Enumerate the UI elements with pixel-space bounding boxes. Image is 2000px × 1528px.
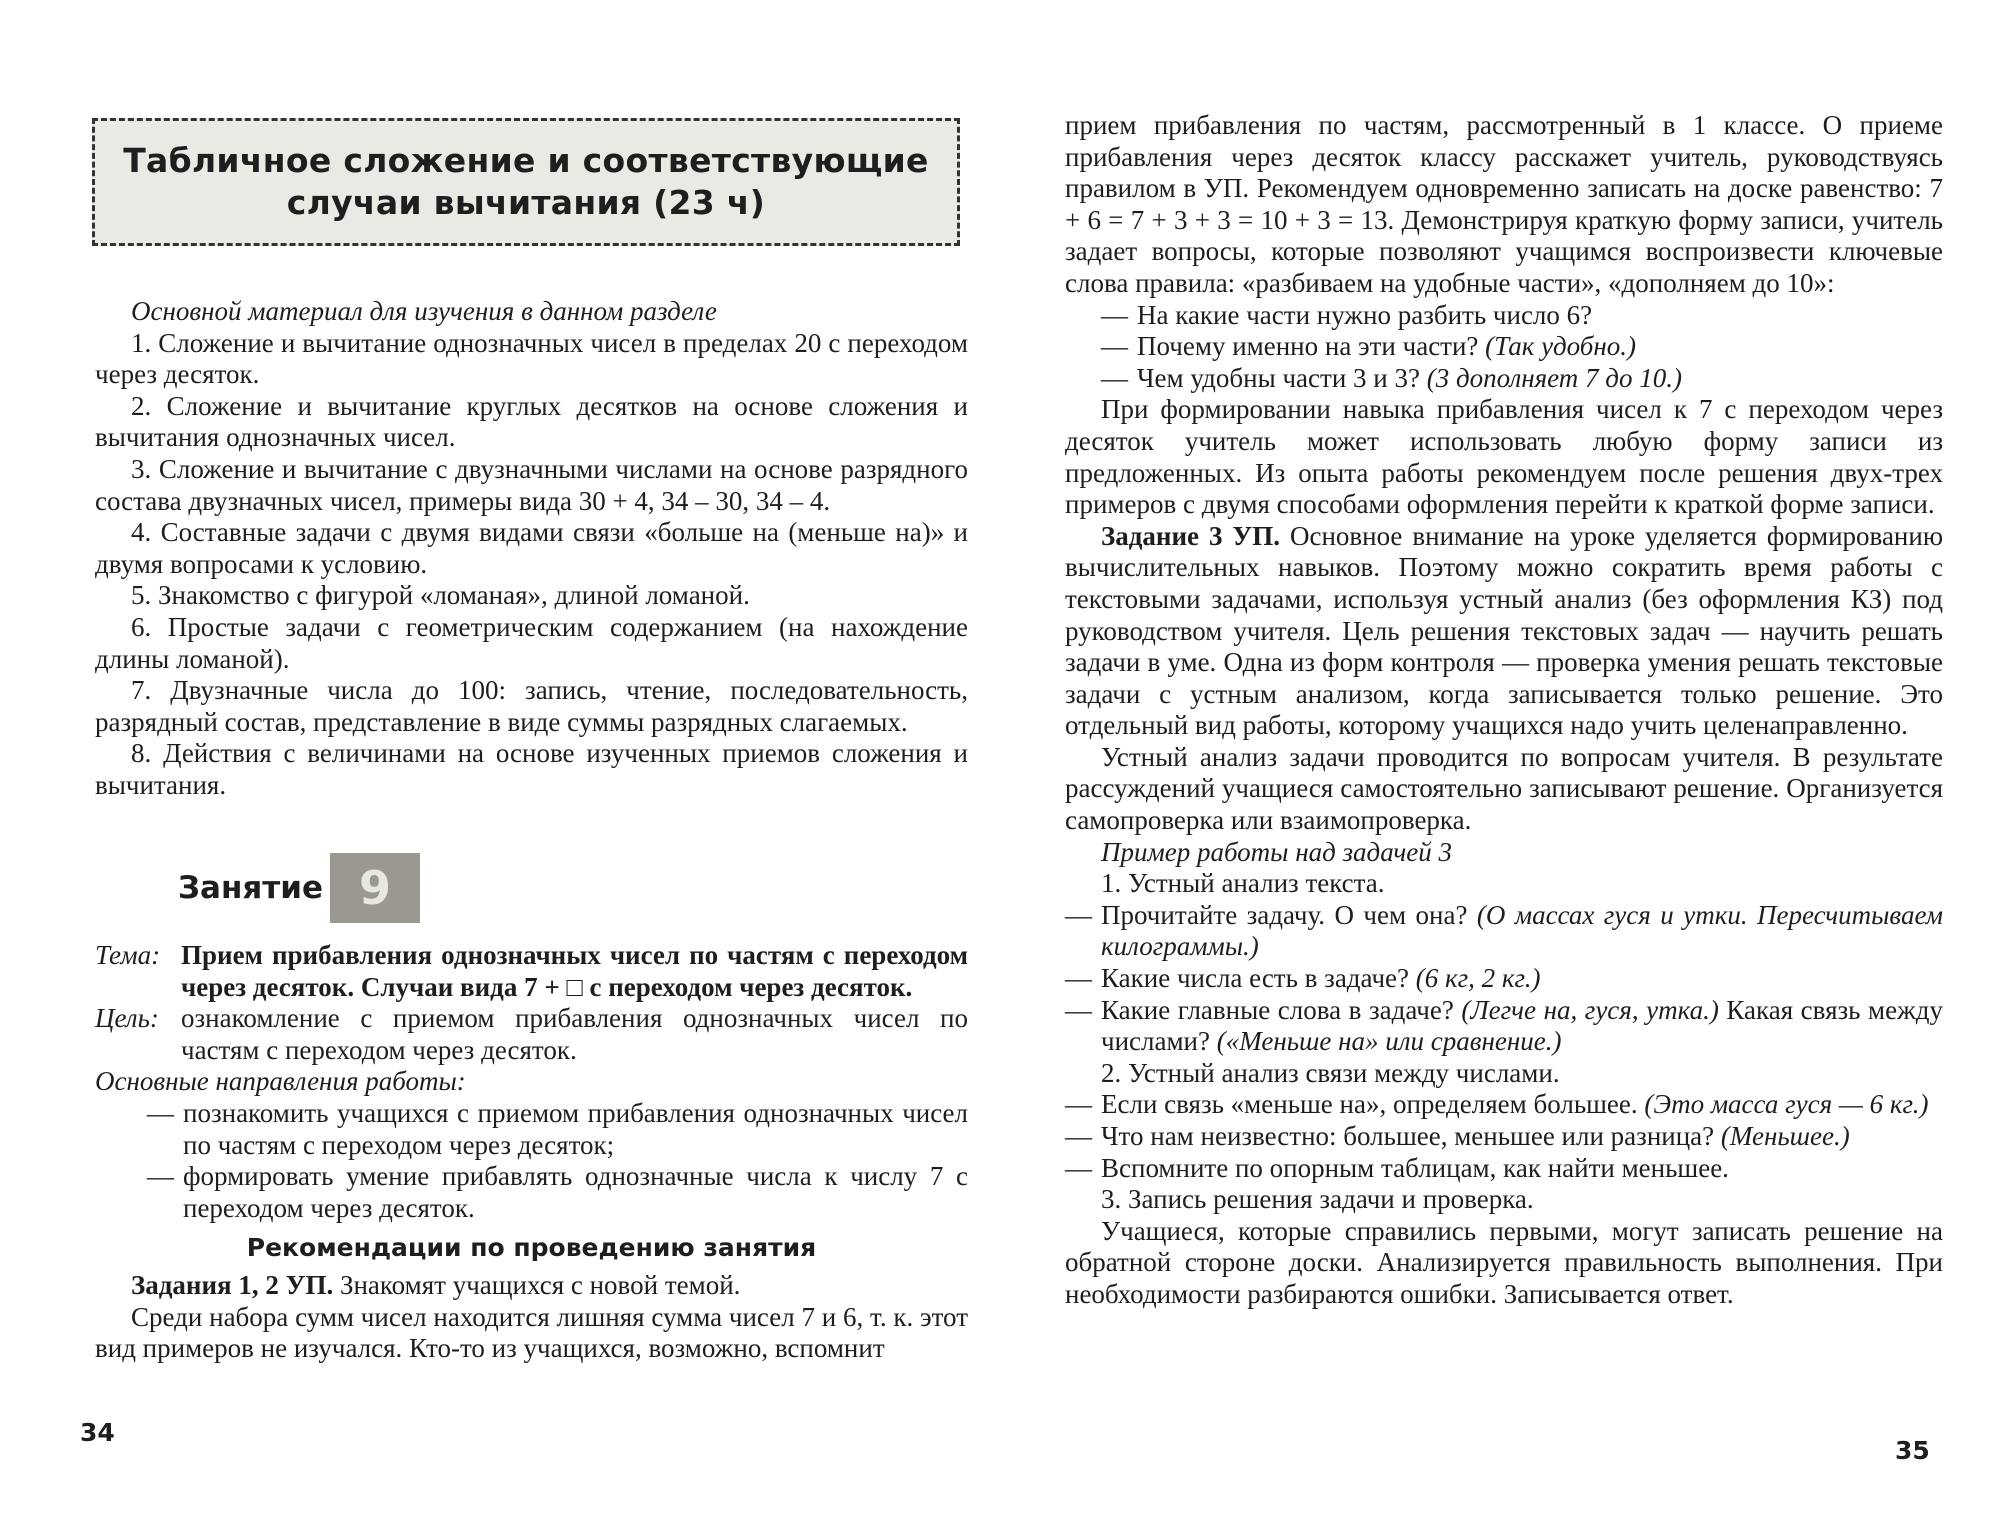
lesson-heading: Занятие <box>178 870 323 906</box>
direction-item-2: — формировать умение прибавлять однозначные числа к числу 7 с переходом через десяток. <box>147 1161 968 1223</box>
goal-label: Цель: <box>95 1003 159 1034</box>
material-item-6: 6. Простые задачи с геометрическим содержанием (на нахождение длины ломаной). <box>95 611 968 674</box>
material-item-2: 2. Сложение и вычитание круглых десятков на основе сложения и вычитания однозначных чисел. <box>95 390 968 453</box>
step-1: 1. Устный анализ текста. <box>1101 868 1385 899</box>
page-number-right: 35 <box>1895 1436 1930 1465</box>
sets-paragraph: Среди набора сумм чисел находится лишняя сумма чисел 7 и 6, т. к. этот вид примеров не изучался. Кто-то из учащихся, возможно, вспомнит <box>95 1301 968 1364</box>
oral-analysis-paragraph: Устный анализ задачи проводится по вопросам учителя. В результате рассуждений учащиеся самостоятельно записывают решение. Организуется самопроверка или взаимопроверка. <box>1065 741 1943 836</box>
material-item-1: 1. Сложение и вычитание однозначных чисел в пределах 20 с переходом через десяток. <box>95 327 968 390</box>
theme-label: Тема: <box>95 940 161 970</box>
theme-row <box>95 940 968 1003</box>
recommendations-heading: Рекомендации по проведению занятия <box>246 1233 817 1263</box>
example-question-5: — Что нам неизвестно: большее, меньшее или разница? (Меньшее.) <box>1065 1121 1850 1151</box>
direction-item-1: — познакомить учащихся с приемом прибавления однозначных чисел по частям с переходом через десяток; <box>147 1097 968 1160</box>
example-question-6: — Вспомните по опорным таблицам, как найти меньшее. <box>1065 1152 1729 1183</box>
material-block <box>95 296 968 802</box>
question-2: — Почему именно на эти части? (Так удобно.) <box>1101 331 1637 362</box>
example-question-1: — Прочитайте задачу. О чем она? (О массах гуся и утки. Пересчитываем килограммы.) <box>1065 899 1944 962</box>
material-item-8: 8. Действия с величинами на основе изученных приемов сложения и вычитания. <box>95 738 968 800</box>
goal-row <box>95 1003 968 1066</box>
question-1: — На какие части нужно разбить число 6? <box>1101 299 1593 330</box>
section-title-box <box>92 118 960 246</box>
directions-heading: Основные направления работы: <box>95 1066 466 1097</box>
example-heading: Пример работы над задачей 3 <box>1101 836 1452 867</box>
step-2: 2. Устный анализ связи между числами. <box>1101 1057 1560 1088</box>
section-title: Табличное сложение и соответствующие случаи вычитания (23 ч) <box>123 141 929 222</box>
right-page <box>1000 0 2000 1528</box>
material-item-3: 3. Сложение и вычитание с двузначными числами на основе разрядного состава двузначных чисел, примеры вида 30 + 4, 34 – 30, 34 – 4. <box>95 453 968 516</box>
step-3: 3. Запись решения задачи и проверка. <box>1101 1184 1534 1215</box>
example-question-2: — Какие числа есть в задаче? (6 кг, 2 кг.) <box>1065 963 1541 994</box>
material-item-7: 7. Двузначные числа до 100: запись, чтение, последовательность, разрядный состав, представление в виде суммы разрядных слагаемых. <box>95 675 968 737</box>
goal-text: ознакомление с приемом прибавления однозначных чисел по частям с переходом через десяток. <box>181 1003 968 1065</box>
material-item-4: 4. Составные задачи с двумя видами связи «больше на (меньше на)» и двумя вопросами к условию. <box>95 517 968 579</box>
material-heading: Основной материал для изучения в данном разделе <box>131 296 717 326</box>
task-1-2-paragraph: Задания 1, 2 УП. Знакомят учащихся с новой темой. <box>131 1269 741 1300</box>
question-3: — Чем удобны части 3 и 3? (3 дополняет 7 до 10.) <box>1101 362 1682 393</box>
material-item-5: 5. Знакомство с фигурой «ломаная», длиной ломаной. <box>131 580 750 611</box>
final-paragraph: Учащиеся, которые справились первыми, могут записать решение на обратной стороне доски. Анализируется правильность выполнения. При необходимости разбираются ошибки. Записывается ответ. <box>1065 1215 1943 1309</box>
page-number-left: 34 <box>80 1418 115 1447</box>
example-question-4: — Если связь «меньше на», определяем большее. (Это масса гуся — 6 кг.) <box>1065 1089 1929 1120</box>
theme-text: Прием прибавления однозначных чисел по частям с переходом через десяток. Случаи вида 7 + □ с переходом через десяток. <box>181 940 968 1002</box>
continued-paragraph: прием прибавления по частям, рассмотренный в 1 классе. О приеме прибавления через десяток классу расскажет учитель, руководствуясь правилом в УП. Рекомендуем одновременно записать на доске равенство: 7 + 6 = 7 + 3 + 3 = 10 + 3 = 13. Демонстрируя краткую форму записи, учитель задает вопросы, которые позволяют учащимся воспроизвести ключевые слова правила: «разбиваем на удобные части», «дополняем до 10»: <box>1065 110 1943 298</box>
example-question-3: — Какие главные слова в задаче? (Легче на, гуся, утка.) Какая связь между числами? («Меньше на» или сравнение.) <box>1065 994 1943 1057</box>
lesson-number-badge: 9 <box>330 853 420 923</box>
task-3-paragraph: Задание 3 УП. Основное внимание на уроке уделяется формированию вычислительных навыков. Поэтому можно сократить время работы с текстовыми задачами, используя устный анализ (без оформления КЗ) под руководством учителя. Цель решения текстовых задач — научить решать задачи в уме. Одна из форм контроля — проверка умения решать текстовые задачи с устным анализом, когда записывается только решение. Это отдельный вид работы, которому учащихся надо учить целенаправленно. <box>1065 520 1943 741</box>
skill-paragraph: При формировании навыка прибавления чисел к 7 с переходом через десяток учитель может использовать любую форму записи из предложенных. Из опыта работы рекомендуем после решения двух-трех примеров с двумя способами оформления перейти к краткой форме записи. <box>1065 394 1943 520</box>
lesson-block <box>95 940 968 1365</box>
right-text-block <box>1065 110 1943 1311</box>
